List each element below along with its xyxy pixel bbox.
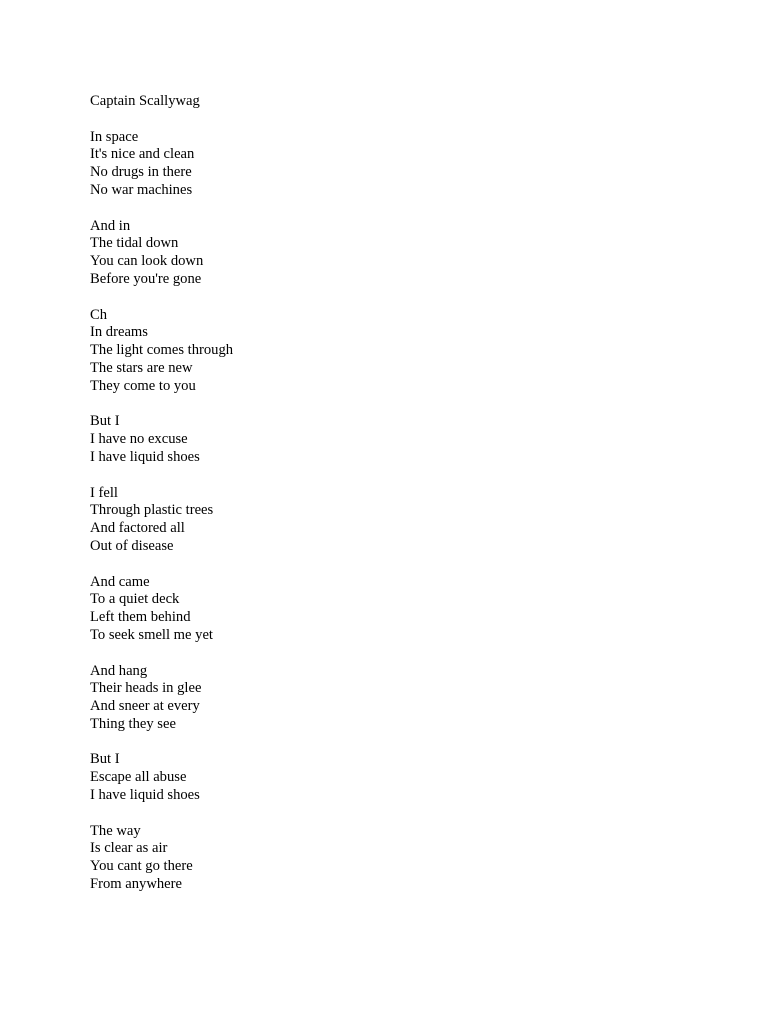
poem-line: Left them behind	[90, 609, 191, 626]
poem-line: You can look down	[90, 253, 204, 270]
poem-line: Ch	[90, 306, 108, 323]
poem-line: You cant go there	[90, 858, 193, 875]
stanza	[90, 129, 690, 200]
poem-line: Before you're gone	[90, 270, 202, 287]
poem-line: But I	[90, 751, 120, 768]
poem-line: I have no excuse	[90, 431, 188, 448]
poem-line: No drugs in there	[90, 164, 192, 181]
poem-line: The stars are new	[90, 359, 193, 376]
poem-line: In space	[90, 128, 139, 145]
poem-line: From anywhere	[90, 876, 182, 893]
poem-line: And hang	[90, 662, 148, 679]
stanza	[90, 218, 690, 289]
poem-line: I fell	[90, 484, 118, 501]
poem-line: And sneer at every	[90, 698, 200, 715]
poem-line: Out of disease	[90, 537, 174, 554]
stanza	[90, 413, 690, 466]
poem-line: And factored all	[90, 520, 185, 537]
stanza	[90, 485, 690, 556]
poem-line: But I	[90, 413, 120, 430]
poem-body	[90, 129, 690, 894]
stanza	[90, 574, 690, 645]
poem-line: I have liquid shoes	[90, 787, 200, 804]
poem-line: I have liquid shoes	[90, 448, 200, 465]
poem-line: Thing they see	[90, 715, 176, 732]
poem-line: In dreams	[90, 324, 148, 341]
stanza	[90, 823, 690, 894]
poem-line: The light comes through	[90, 342, 234, 359]
poem-line: And in	[90, 217, 131, 234]
poem-line: And came	[90, 573, 150, 590]
poem-line: The tidal down	[90, 235, 179, 252]
poem-line: To seek smell me yet	[90, 626, 213, 643]
stanza	[90, 751, 690, 804]
poem-line: To a quiet deck	[90, 591, 180, 608]
poem-line: It's nice and clean	[90, 146, 195, 163]
poem-line: They come to you	[90, 377, 196, 394]
document-page	[90, 93, 690, 912]
poem-line: The way	[90, 822, 141, 839]
poem-line: Through plastic trees	[90, 502, 214, 519]
poem-line: Is clear as air	[90, 840, 168, 857]
poem-line: No war machines	[90, 181, 193, 198]
poem-title: Captain Scallywag	[90, 93, 200, 109]
stanza	[90, 663, 690, 734]
stanza	[90, 307, 690, 396]
poem-line: Their heads in glee	[90, 680, 202, 697]
poem-line: Escape all abuse	[90, 769, 187, 786]
